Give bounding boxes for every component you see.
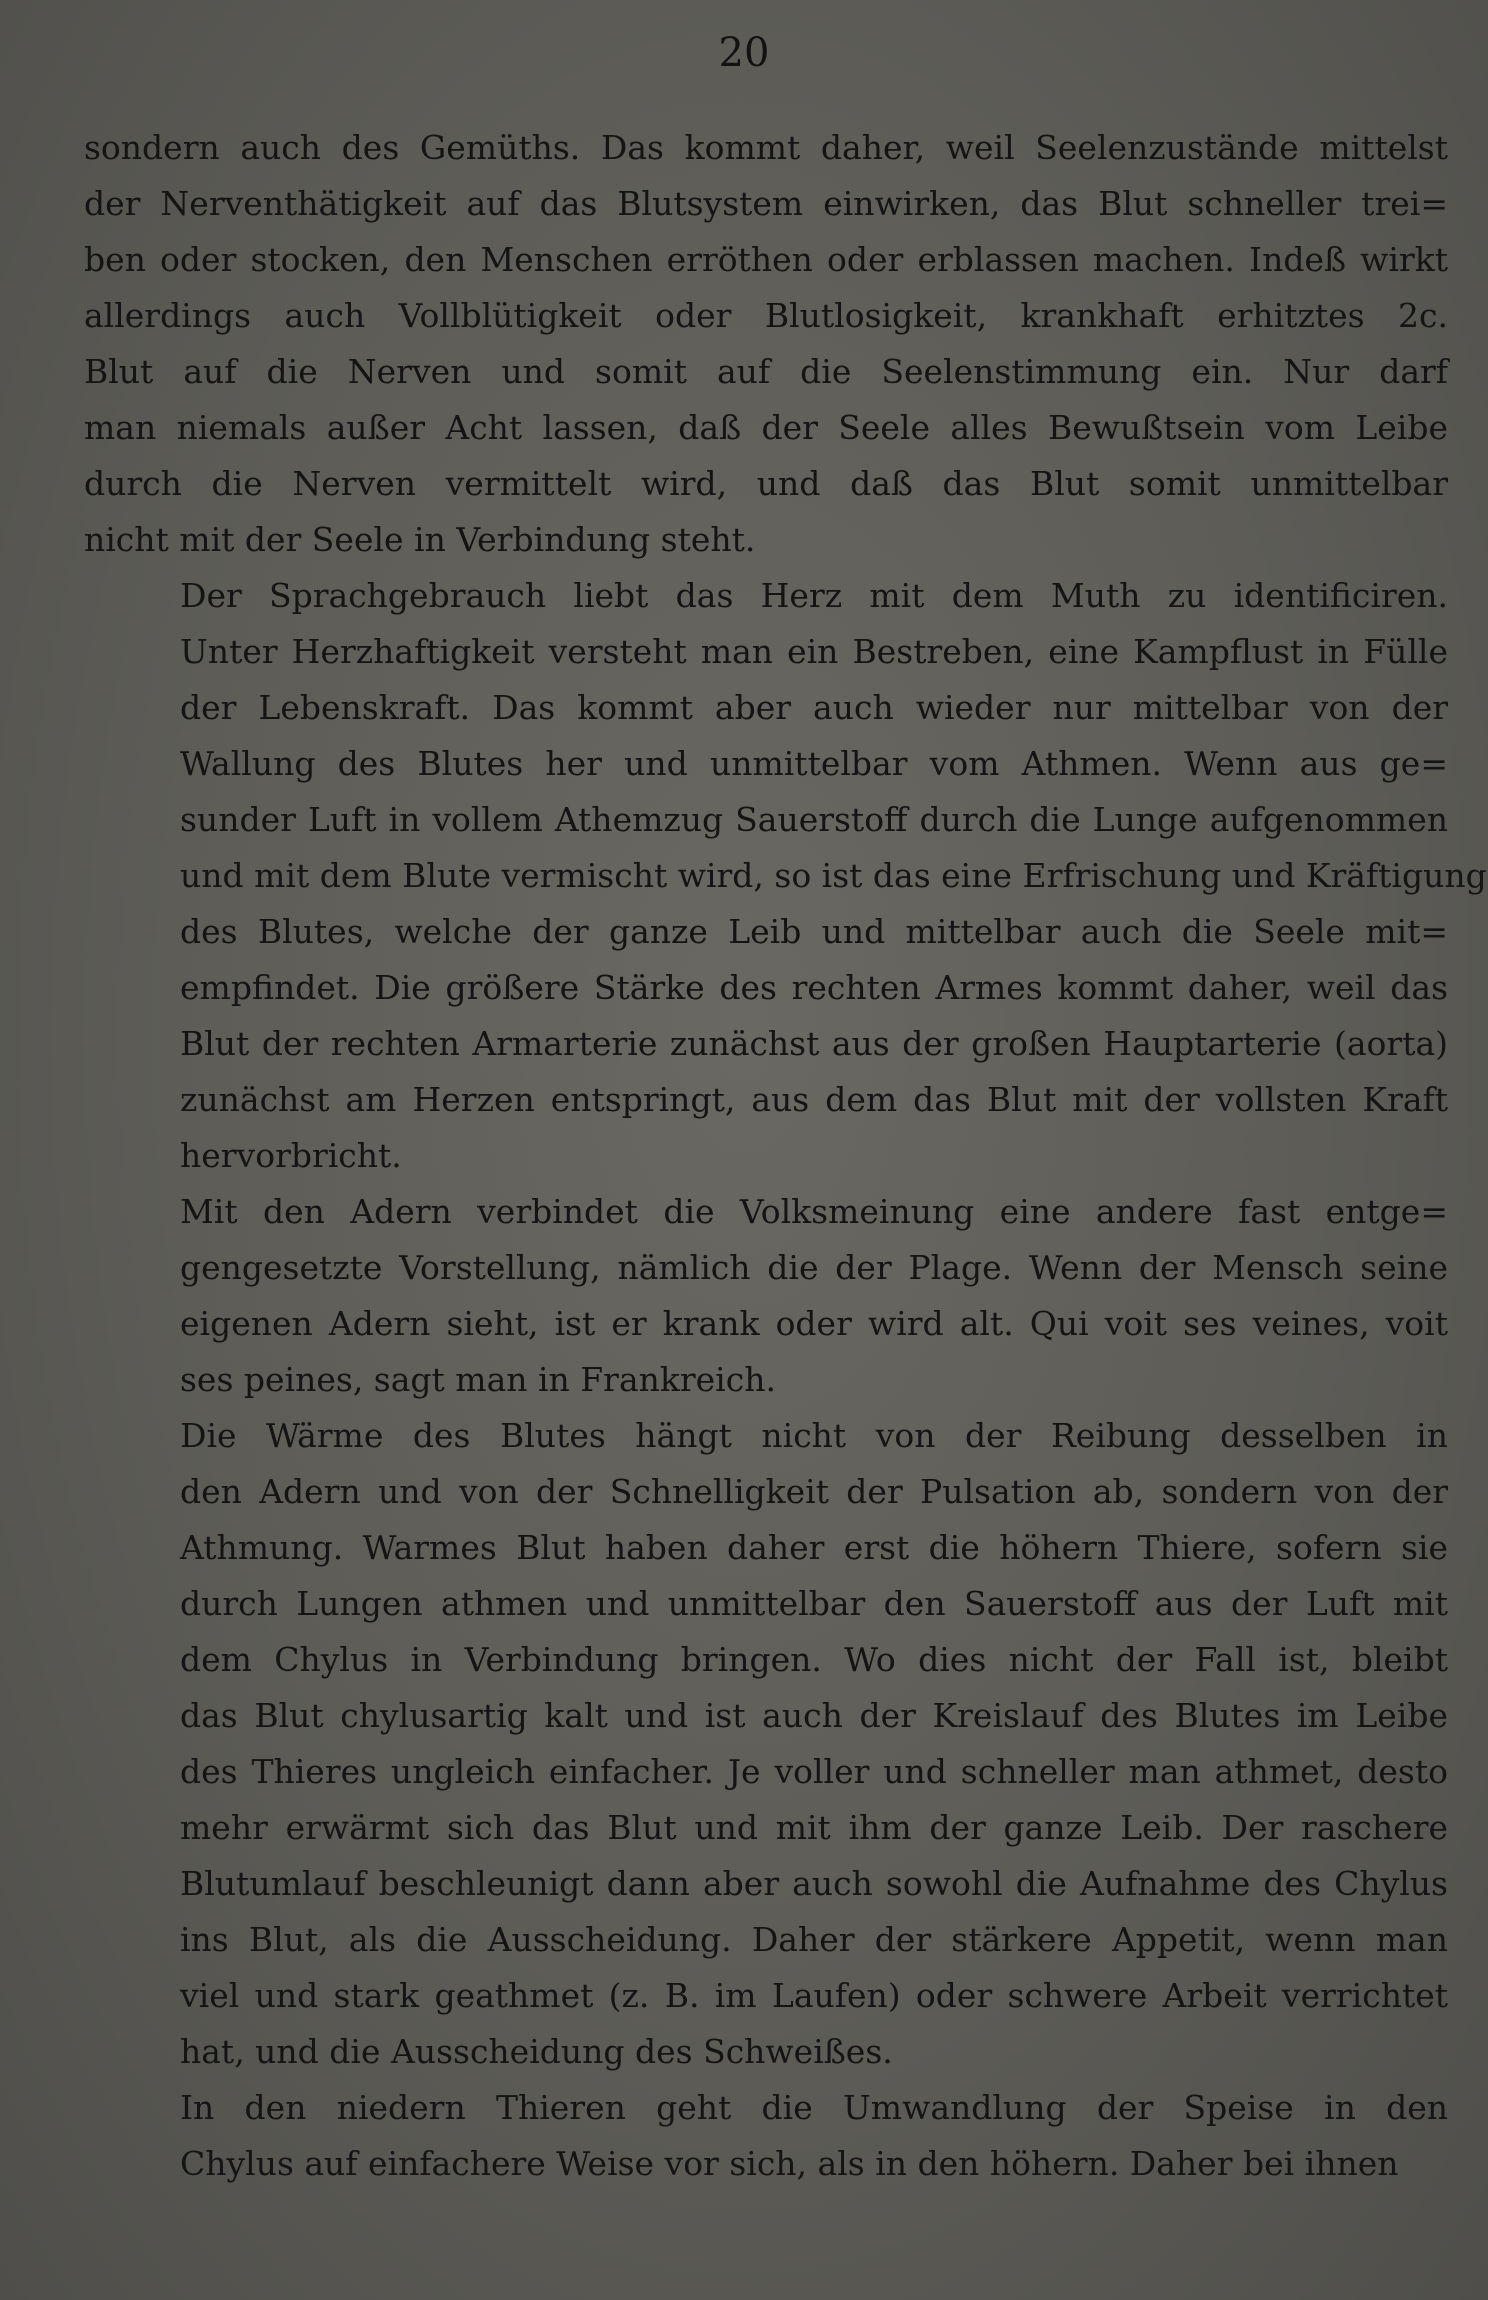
page-number: 20 (718, 30, 770, 76)
text-line: des Thieres ungleich einfacher. Je voller und schneller man athmet, desto (180, 1752, 1448, 1791)
text-line: Blut auf die Nerven und somit auf die Seelenstimmung ein. Nur darf (84, 352, 1448, 391)
text-line: In den niedern Thieren geht die Umwandlung der Speise in den (180, 2088, 1448, 2127)
text-line: viel und stark geathmet (z. B. im Laufen) oder schwere Arbeit verrichtet (180, 1976, 1448, 2015)
text-line: durch Lungen athmen und unmittelbar den Sauerstoff aus der Luft mit (180, 1584, 1448, 1623)
text-line: Blutumlauf beschleunigt dann aber auch sowohl die Aufnahme des Chylus (180, 1864, 1448, 1903)
paragraph (84, 120, 1448, 568)
text-line: der Nerventhätigkeit auf das Blutsystem einwirken, das Blut schneller trei= (84, 184, 1448, 223)
text-line: allerdings auch Vollblütigkeit oder Blutlosigkeit, krankhaft erhitztes 2c. (84, 296, 1448, 335)
text-line: dem Chylus in Verbindung bringen. Wo dies nicht der Fall ist, bleibt (180, 1640, 1448, 1679)
text-line: durch die Nerven vermittelt wird, und daß das Blut somit unmittelbar (84, 464, 1448, 503)
text-line: ben oder stocken, den Menschen erröthen oder erblassen machen. Indeß wirkt (84, 240, 1448, 279)
text-line: ses peines, sagt man in Frankreich. (180, 1360, 776, 1399)
text-line: ins Blut, als die Ausscheidung. Daher der stärkere Appetit, wenn man (180, 1920, 1448, 1959)
text-line: hervorbricht. (180, 1136, 402, 1175)
text-line: eigenen Adern sieht, ist er krank oder wird alt. Qui voit ses veines, voit (180, 1304, 1448, 1343)
text-line: hat, und die Ausscheidung des Schweißes. (180, 2032, 893, 2071)
text-line: gengesetzte Vorstellung, nämlich die der Plage. Wenn der Mensch seine (180, 1248, 1448, 1287)
text-line: den Adern und von der Schnelligkeit der Pulsation ab, sondern von der (180, 1472, 1448, 1511)
text-line: Mit den Adern verbindet die Volksmeinung eine andere fast entge= (180, 1192, 1448, 1231)
text-line: nicht mit der Seele in Verbindung steht. (84, 520, 756, 559)
text-line: das Blut chylusartig kalt und ist auch der Kreislauf des Blutes im Leibe (180, 1696, 1448, 1735)
text-line: Wallung des Blutes her und unmittelbar vom Athmen. Wenn aus ge= (180, 744, 1448, 783)
text-line: des Blutes, welche der ganze Leib und mittelbar auch die Seele mit= (180, 912, 1448, 951)
body-text (84, 120, 1487, 2192)
text-line: mehr erwärmt sich das Blut und mit ihm der ganze Leib. Der raschere (180, 1808, 1448, 1847)
text-line: Blut der rechten Armarterie zunächst aus der großen Hauptarterie (aorta) (180, 1024, 1448, 1063)
paragraph (84, 568, 1487, 1184)
text-line: Der Sprachgebrauch liebt das Herz mit dem Muth zu identificiren. (180, 576, 1448, 615)
text-line: sondern auch des Gemüths. Das kommt daher, weil Seelenzustände mittelst (84, 128, 1448, 167)
text-line: der Lebenskraft. Das kommt aber auch wieder nur mittelbar von der (180, 688, 1448, 727)
paragraph (84, 1408, 1448, 2080)
text-line: zunächst am Herzen entspringt, aus dem das Blut mit der vollsten Kraft (180, 1080, 1448, 1119)
text-line: empfindet. Die größere Stärke des rechten Armes kommt daher, weil das (180, 968, 1448, 1007)
paragraph (84, 1184, 1448, 1408)
text-line: und mit dem Blute vermischt wird, so ist das eine Erfrischung und Kräftigung (180, 856, 1487, 895)
text-line: man niemals außer Acht lassen, daß der Seele alles Bewußtsein vom Leibe (84, 408, 1448, 447)
text-line: sunder Luft in vollem Athemzug Sauerstoff durch die Lunge aufgenommen (180, 800, 1448, 839)
paragraph (84, 2080, 1448, 2192)
text-line: Die Wärme des Blutes hängt nicht von der Reibung desselben in (180, 1416, 1448, 1455)
text-line: Chylus auf einfachere Weise vor sich, als in den höhern. Daher bei ihnen (180, 2144, 1399, 2183)
text-line: Unter Herzhaftigkeit versteht man ein Bestreben, eine Kampflust in Fülle (180, 632, 1448, 671)
text-line: Athmung. Warmes Blut haben daher erst die höhern Thiere, sofern sie (180, 1528, 1448, 1567)
